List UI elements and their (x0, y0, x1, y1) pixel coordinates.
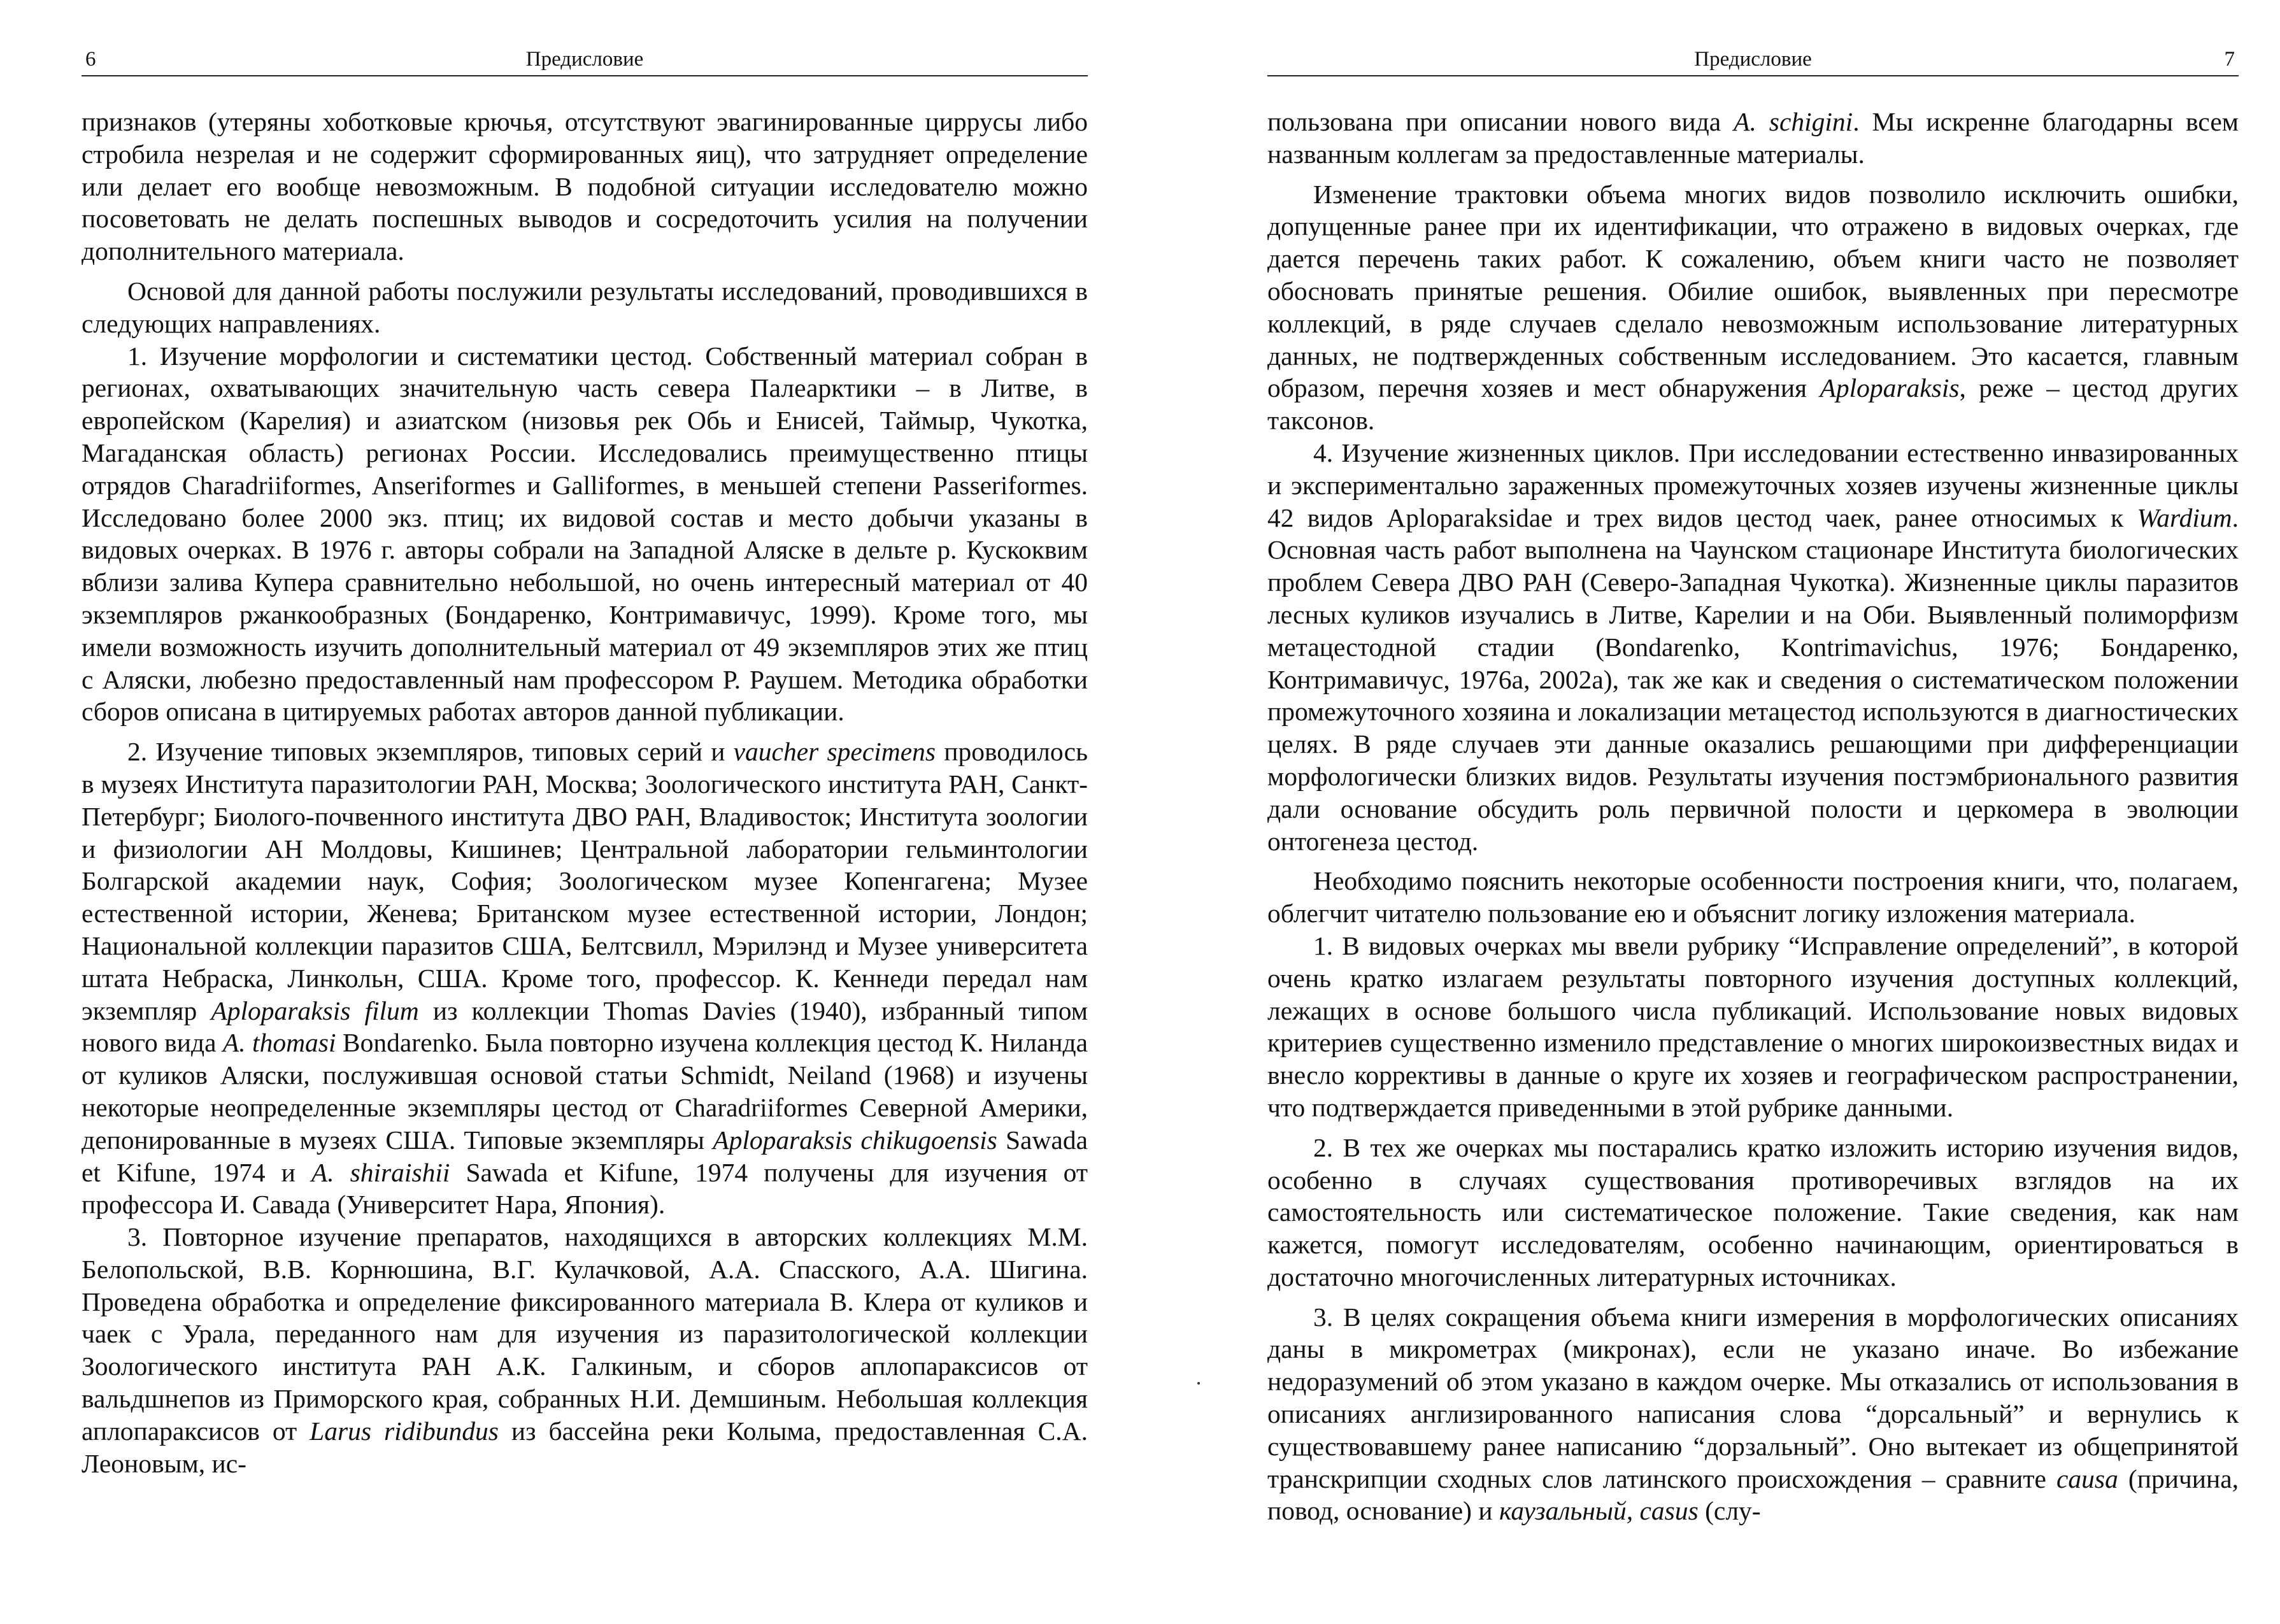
paragraph (82, 340, 1088, 729)
left-text-column (82, 106, 1088, 1479)
text-run: пользована при описании нового вида (1267, 107, 1734, 136)
text-run: Основой для данной работы послужили результаты исследований, проводившихся в следующих направлениях. (82, 276, 1088, 338)
latin-term: Aploparaksis (1820, 373, 1960, 403)
latin-term: каузальный, casus (1499, 1496, 1699, 1526)
text-run: признаков (утеряны хоботковые крючья, отсутствуют эвагинированные циррусы либо стробила незрелая и не содержит сформированных яиц), что затрудняет определение или делает его вообще невозможным. В подобной ситуации исследователю можно посоветовать не делать поспешных выводов и сосредоточить усилия на получении дополнительного материала. (82, 107, 1088, 266)
paragraph (82, 736, 1088, 1221)
page-number: 7 (2224, 48, 2235, 71)
paragraph (82, 275, 1088, 340)
paragraph (1267, 1132, 2239, 1293)
text-run: 3. В целях сокращения объема книги измерения в морфологических описаниях даны в микрометрах (микронах), если не указано иначе. Во избежание недоразумений об этом указано в каждом очерке. Мы отказались от использования в описаниях англизированного написания слова “дорсальный” и вернулись к существовавшему ранее написанию “дорзальный”. Оно вытекает из общепринятой транскрипции сходных слов латинского происхождения – сравните (1267, 1302, 2239, 1493)
text-run: 1. Изучение морфологии и систематики цестод. Собственный материал собран в регионах, охватывающих значительную часть севера Палеарктики – в Литве, в европейском (Карелия) и азиатском (низовья рек Обь и Енисей, Таймыр, Чукотка, Магаданская область) регионах России. Исследовались преимущественно птицы отрядов Charadriiformes, Anseriformes и Galliformes, в меньшей степени Passeriformes. Исследовано более 2000 экз. птиц; их видовой состав и место добычи указаны в видовых очерках. В 1976 г. авторы собрали на Западной Аляске в дельте р. Кускоквим вблизи залива Купера сравнительно небольшой, но очень интересный материал от 40 экземпляров ржанкообразных (Бондаренко, Контримавичус, 1999). Кроме того, мы имели возможность изучить дополнительный материал от 49 экземпляров этих же птиц с Аляски, любезно предоставленный нам профессором Р. Раушем. Методика обработки сборов описана в цитируемых работах авторов данной публикации. (82, 341, 1088, 727)
text-run: 3. Повторное изучение препаратов, находящихся в авторских коллекциях М.М. Белопольской, В.В. Корнюшина, В.Г. Кулачковой, А.А. Спасского, А.А. Шигина. Проведена обработка и определение фиксированного материала В. Клера от куликов и чаек с Урала, переданного нам для изучения из паразитологической коллекции Зоологического института РАН А.К. Галкиным, и сборов аплопараксисов от вальдшнепов из Приморского края, собранных Н.И. Демшиным. Небольшая коллекция аплопараксисов от (82, 1222, 1088, 1446)
running-title: Предисловие (525, 48, 644, 71)
paragraph (1267, 178, 2239, 437)
text-run: Необходимо пояснить некоторые особенности построения книги, что, полагаем, облегчит читателю пользование ею и объяснит логику изложения материала. (1267, 866, 2239, 929)
text-run: , реже – цестод других таксонов. (1267, 373, 2239, 436)
latin-term: causa (2056, 1464, 2118, 1493)
text-run: . Основная часть работ выполнена на Чаунском стационаре Института биологических проблем Севера ДВО РАН (Северо-Западная Чукотка). Жизненные циклы паразитов лесных куликов изучались в Литве, Карелии и на Оби. Выявленный полиморфизм метацестодной стадии (Bondarenko, Kontrimavichus, 1976; Бондаренко, Контримавичус, 1976а, 2002а), так же как и сведения о систематическом положении промежуточного хозяина и локализации метацестод используются в диагностических целях. В ряде случаев эти данные оказались решающими при дифференциации морфологически близких видов. Результаты изучения постэмбрионального развития дали основание обсудить роль первичной полости и церкомера в эволюции онтогенеза цестод. (1267, 502, 2239, 856)
text-run: . Мы искренне благодарны всем названным коллегам за предоставленные материалы. (1267, 107, 2239, 169)
paragraph (82, 1221, 1088, 1479)
text-run: Sawada et Kifune, 1974 получены для изучения от профессора И. Савада (Университет Нара, Япония). (82, 1157, 1088, 1220)
right-page-header (1267, 43, 2239, 76)
text-run: (слу- (1698, 1496, 1761, 1526)
running-title: Предисловие (1694, 48, 1812, 71)
paragraph (1267, 865, 2239, 930)
latin-term: A. schigini (1734, 107, 1853, 136)
text-run: Sawada et Kifune, 1974 и (82, 1125, 1088, 1187)
text-run: Bondarenko. Была повторно изучена коллекция цестод К. Ниланда от куликов Аляски, послужившая основой статьи Schmidt, Neiland (1968) и изучены некоторые неопределенные экземпляры цестод от Charadriiformes Северной Америки, депонированные в музеях США. Типовые экземпляры (82, 1028, 1088, 1155)
latin-term: A. shiraishii (311, 1157, 450, 1187)
left-page-header (82, 43, 1088, 76)
latin-term: A. thomasi (222, 1028, 336, 1058)
right-text-column (1267, 106, 2239, 1527)
paragraph (82, 106, 1088, 267)
page-number: 6 (85, 48, 96, 71)
latin-term: Larus ridibundus (310, 1416, 499, 1446)
text-run: 2. Изучение типовых экземпляров, типовых серий и (127, 737, 734, 767)
text-run: 4. Изучение жизненных циклов. При исследовании естественно инвазированных и экспериментально зараженных промежуточных хозяев изучены жизненные циклы 42 видов Aploparaksidae и трех видов цестод чаек, ранее относимых к (1267, 438, 2239, 532)
text-run: Изменение трактовки объема многих видов позволило исключить ошибки, допущенные ранее при их идентификации, что отражено в видовых очерках, где дается перечень таких работ. К сожалению, объем книги часто не позволяет обосновать принятые решения. Обилие ошибок, выявленных при пересмотре коллекций, в ряде случаев сделало невозможным использование литературных данных, не подтвержденных собственным исследованием. Это касается, главным образом, перечня хозяев и мест обнаружения (1267, 179, 2239, 403)
scan-speck (1197, 1382, 1200, 1385)
latin-term: Aploparaksis chikugoensis (713, 1125, 997, 1155)
text-run: 2. В тех же очерках мы постарались кратко изложить историю изучения видов, особенно в случаях существования противоречивых взглядов на их самостоятельность или систематическое положение. Такие сведения, как нам кажется, помогут исследователям, особенно начинающим, ориентироваться в достаточно многочисленных литературных источниках. (1267, 1132, 2239, 1292)
text-run: из коллекции Thomas Davies (1940), избранный типом нового вида (82, 995, 1088, 1058)
latin-term: Wardium (2137, 502, 2232, 532)
text-run: (причина, повод, основание) и (1267, 1464, 2239, 1526)
paragraph (1267, 106, 2239, 171)
text-run: проводилось в музеях Института паразитологии РАН, Москва; Зоологического института РАН, Санкт-Петербург; Биолого-почвенного института ДВО РАН, Владивосток; Института зоологии и физиологии АН Молдовы, Кишинев; Центральной лаборатории гельминтологии Болгарской академии наук, София; Зоологическом музее Копенгагена; Музее естественной истории, Женева; Британском музее естественной истории, Лондон; Национальной коллекции паразитов США, Белтсвилл, Мэрилэнд и Музее университета штата Небраска, Линкольн, США. Кроме того, профессор. К. Кеннеди передал нам экземпляр (82, 737, 1088, 1025)
latin-term: Aploparaksis filum (211, 995, 419, 1025)
text-run: из бассейна реки Колыма, предоставленная С.А. Леоновым, ис- (82, 1416, 1088, 1478)
latin-term: vaucher specimens (733, 737, 936, 767)
paragraph (1267, 437, 2239, 857)
paragraph (1267, 1301, 2239, 1528)
text-run: 1. В видовых очерках мы ввели рубрику “Исправление определений”, в которой очень кратко излагаем результаты повторного изучения доступных коллекций, лежащих в основе большого числа публикаций. Использование новых видовых критериев существенно изменило представление о многих широкоизвестных видах и внесло коррективы в данные о круге их хозяев и географическом распространении, что подтверждается приведенными в этой рубрике данными. (1267, 930, 2239, 1122)
paragraph (1267, 930, 2239, 1124)
right-page (1140, 0, 2280, 1624)
